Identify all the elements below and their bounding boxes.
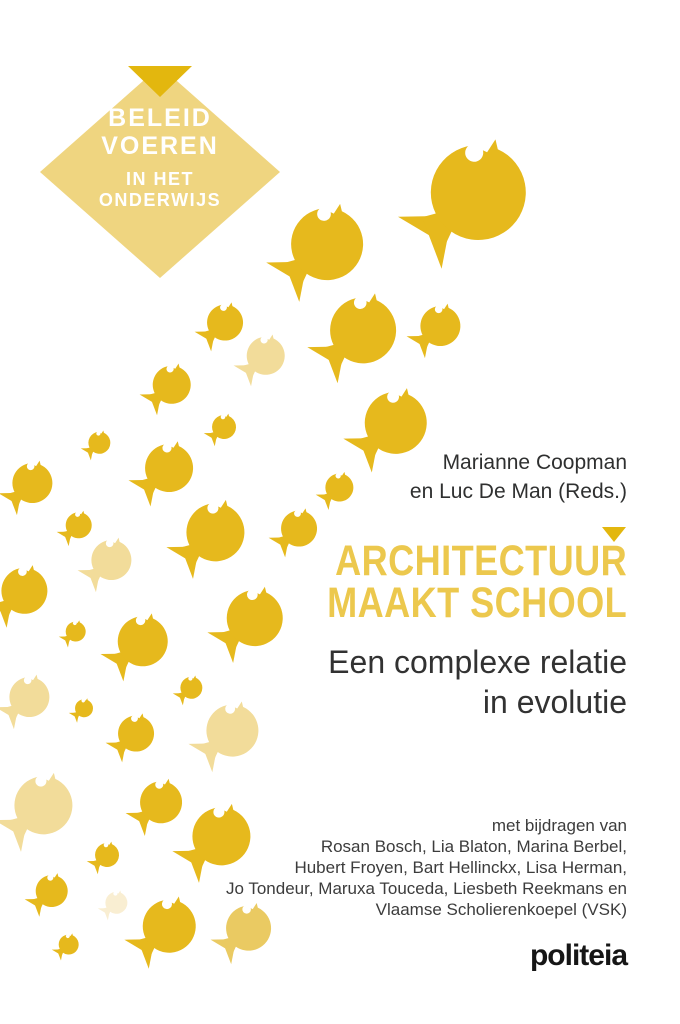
subtitle-line-1: Een complexe relatie <box>328 644 627 680</box>
fish-icon <box>55 613 95 652</box>
fish-icon <box>380 105 568 290</box>
fish-icon <box>197 567 308 676</box>
contributors-line: Hubert Froyen, Bart Hellinckx, Lisa Herman, <box>294 858 627 877</box>
badge-line-beleid: BELEID <box>108 104 212 132</box>
fish-icon <box>65 691 101 726</box>
author-line-2: en Luc De Man (Reds.) <box>409 480 627 503</box>
title-line-1: ARCHITECTUUR <box>335 537 627 585</box>
fish-icon <box>99 700 170 770</box>
subtitle-line-2: in evolutie <box>482 684 627 720</box>
fish-icon <box>310 461 365 515</box>
subtitle <box>328 642 627 722</box>
fish-icon <box>0 446 70 524</box>
fish-icon <box>83 833 131 880</box>
contributors-line: Rosan Bosch, Lia Blaton, Marina Berbel, <box>320 837 627 856</box>
fish-icon <box>200 405 248 452</box>
contributors-line: Vlaamse Scholierenkoepel (VSK) <box>375 900 627 919</box>
badge-line-onderwijs: ONDERWIJS <box>98 190 222 210</box>
contributors <box>226 815 627 920</box>
badge-line-voeren: VOEREN <box>101 132 219 160</box>
fish-icon <box>262 495 333 565</box>
series-badge-text <box>40 66 280 211</box>
fish-icon <box>91 595 190 692</box>
fish-icon <box>18 862 81 924</box>
fish-icon <box>399 289 478 367</box>
fish-icon <box>48 926 88 965</box>
fish-icon <box>0 548 68 637</box>
fish-icon <box>133 350 208 424</box>
contributors-line: Jo Tondeur, Maruxa Touceda, Liesbeth Reekmans en <box>225 879 627 898</box>
page-title <box>327 537 627 627</box>
authors <box>410 448 627 506</box>
fish-icon <box>169 668 213 711</box>
contributors-intro: met bijdragen van <box>491 816 627 835</box>
publisher-logo: politeia <box>529 939 627 972</box>
title-line-2: MAAKT SCHOOL <box>327 579 627 627</box>
fish-icon <box>0 660 67 738</box>
fish-icon <box>77 423 121 466</box>
fish-icon <box>0 752 99 865</box>
badge-line-in-het: IN HET <box>125 169 194 189</box>
author-line-1: Marianne Coopman <box>442 451 627 474</box>
